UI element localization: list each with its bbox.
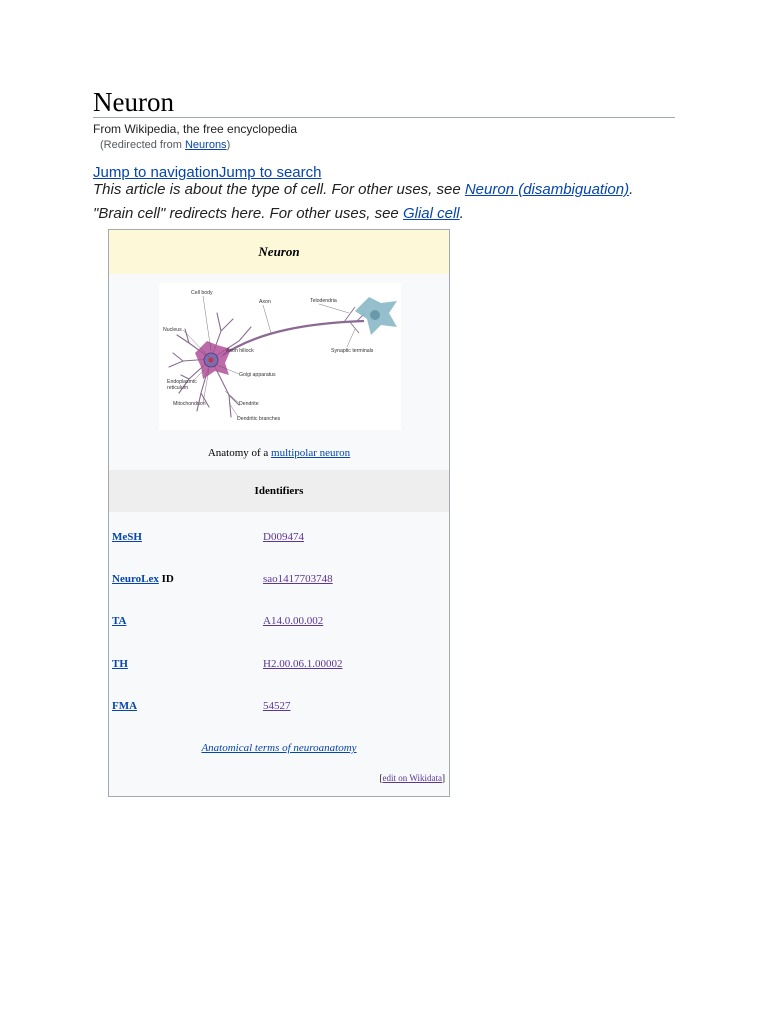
identifier-label xyxy=(112,531,142,543)
th-link[interactable]: TH xyxy=(112,658,128,670)
svg-text:Axon hillock: Axon hillock xyxy=(226,348,254,354)
jump-to-search-link[interactable]: Jump to search xyxy=(218,164,322,181)
hatnote-text: "Brain cell" redirects here. For other uses, see xyxy=(93,205,403,222)
hatnote-disambiguation xyxy=(93,181,633,198)
infobox-title: Neuron xyxy=(109,230,449,274)
hatnote-text: This article is about the type of cell. For other uses, see xyxy=(93,181,465,198)
title-divider xyxy=(93,117,675,118)
infobox-footer xyxy=(109,742,449,754)
redirect-notice xyxy=(100,139,230,151)
redirect-source-link[interactable]: Neurons xyxy=(184,139,227,151)
neurolex-link[interactable]: NeuroLex xyxy=(112,573,159,585)
redirect-suffix: ) xyxy=(226,139,231,151)
svg-text:Synaptic terminals: Synaptic terminals xyxy=(331,348,374,354)
glial-cell-link[interactable]: Glial cell xyxy=(402,205,460,222)
neuron-disambiguation-link[interactable]: Neuron (disambiguation) xyxy=(464,181,630,198)
svg-text:Cell body: Cell body xyxy=(191,290,213,296)
svg-text:Nucleus: Nucleus xyxy=(163,327,182,333)
svg-text:reticulum: reticulum xyxy=(167,385,189,391)
multipolar-neuron-link[interactable]: multipolar neuron xyxy=(271,447,351,459)
page-title: Neuron xyxy=(93,87,174,117)
label-suffix: ID xyxy=(158,573,174,585)
bracket-close: ] xyxy=(442,773,445,783)
infobox xyxy=(108,229,450,797)
site-tagline: From Wikipedia, the free encyclopedia xyxy=(93,122,298,136)
identifiers-header: Identifiers xyxy=(109,470,449,512)
svg-text:Endoplasmic: Endoplasmic xyxy=(167,379,197,385)
neurolex-value-link[interactable]: sao1417703748 xyxy=(263,573,333,585)
infobox-image-caption xyxy=(109,447,449,459)
ta-value-link[interactable]: A14.0.00.002 xyxy=(263,615,324,627)
edit-on-wikidata-link[interactable]: edit on Wikidata xyxy=(382,773,442,783)
fma-value-link[interactable]: 54527 xyxy=(263,700,291,712)
svg-text:Golgi apparatus: Golgi apparatus xyxy=(239,372,276,378)
identifier-label xyxy=(112,658,128,670)
mesh-link[interactable]: MeSH xyxy=(112,531,142,543)
anatomical-terms-link[interactable]: Anatomical terms of neuroanatomy xyxy=(201,742,357,754)
redirect-prefix: (Redirected from xyxy=(100,139,185,151)
neuron-anatomy-image[interactable] xyxy=(159,283,401,430)
th-value-link[interactable]: H2.00.06.1.00002 xyxy=(263,658,343,670)
identifier-label xyxy=(112,700,137,712)
identifier-label xyxy=(112,615,126,627)
jump-links xyxy=(93,164,321,181)
svg-text:Telodendria: Telodendria xyxy=(310,298,337,304)
svg-text:Mitochondrion: Mitochondrion xyxy=(173,401,206,407)
caption-prefix: Anatomy of a xyxy=(207,447,272,459)
bracket-open: [ xyxy=(379,773,383,783)
identifier-label xyxy=(112,573,174,585)
jump-to-navigation-link[interactable]: Jump to navigation xyxy=(93,164,219,181)
edit-on-wikidata xyxy=(380,773,445,783)
fma-link[interactable]: FMA xyxy=(112,700,138,712)
hatnote-brain-cell xyxy=(93,205,464,222)
svg-text:Axon: Axon xyxy=(259,299,271,305)
mesh-value-link[interactable]: D009474 xyxy=(263,531,304,543)
hatnote-suffix: . xyxy=(459,205,464,222)
svg-text:Dendrite: Dendrite xyxy=(239,401,259,407)
svg-text:Dendritic branches: Dendritic branches xyxy=(237,416,281,422)
hatnote-suffix: . xyxy=(629,181,634,198)
ta-link[interactable]: TA xyxy=(112,615,127,627)
